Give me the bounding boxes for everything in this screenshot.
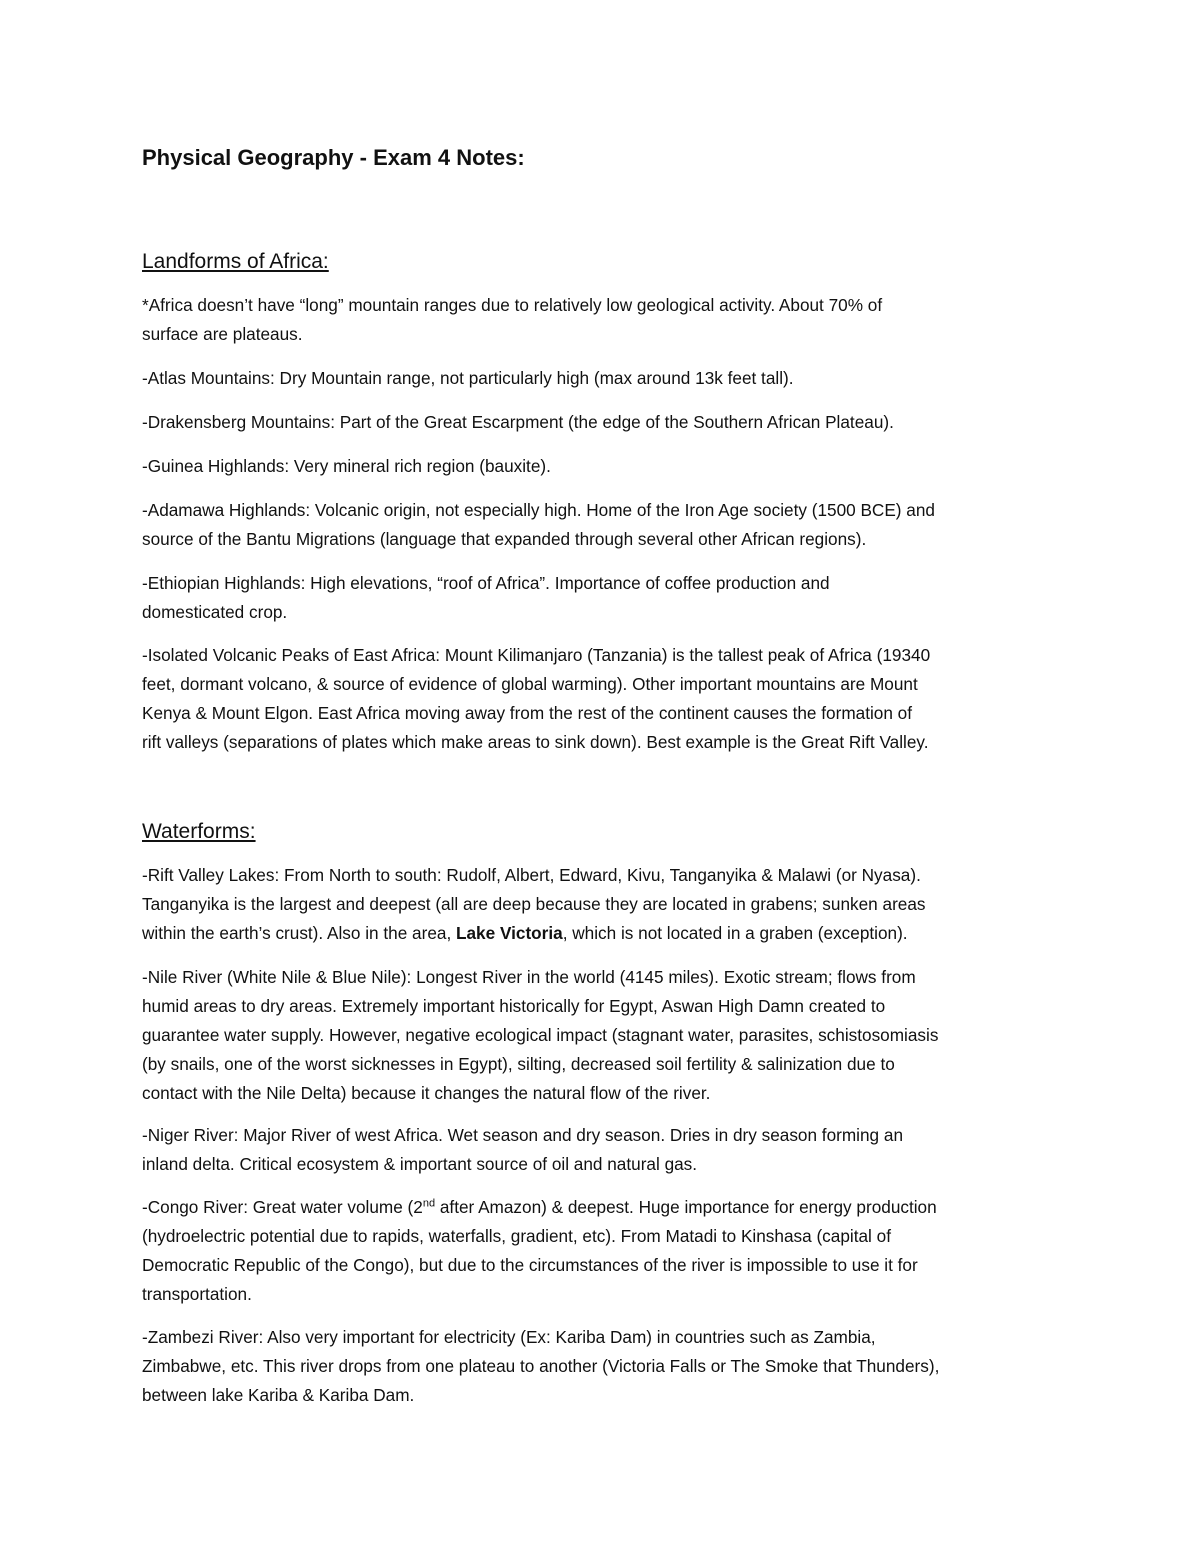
- text-line: surface are plateaus.: [142, 324, 303, 344]
- text-line: (by snails, one of the worst sicknesses in Egypt), silting, decreased soil fertility & salinization due to: [142, 1054, 895, 1074]
- text-run: within the earth’s crust). Also in the area,: [142, 923, 456, 943]
- paragraph-niger-river: [142, 1121, 1057, 1179]
- text-line: inland delta. Critical ecosystem & important source of oil and natural gas.: [142, 1154, 698, 1174]
- section-heading-waterforms: Waterforms:: [142, 820, 256, 843]
- text-run: after Amazon) & deepest. Huge importance for energy production: [435, 1197, 937, 1217]
- text-run: -Congo River: Great water volume (2: [142, 1197, 423, 1217]
- paragraph-guinea-highlands: [142, 452, 1057, 481]
- text-line: -Niger River: Major River of west Africa. Wet season and dry season. Dries in dry season forming an: [142, 1125, 904, 1145]
- text-line: (hydroelectric potential due to rapids, waterfalls, gradient, etc). From Matadi to Kinshasa (capital of: [142, 1226, 891, 1246]
- paragraph-atlas-mountains: [142, 364, 1057, 393]
- paragraph-congo-river: [142, 1193, 1057, 1309]
- text-line: -Nile River (White Nile & Blue Nile): Longest River in the world (4145 miles). Exotic stream; flows from: [142, 967, 916, 987]
- text-line: humid areas to dry areas. Extremely important historically for Egypt, Aswan High Damn created to: [142, 996, 886, 1016]
- text-line: contact with the Nile Delta) because it changes the natural flow of the river.: [142, 1083, 711, 1103]
- text-line: -Atlas Mountains: Dry Mountain range, not particularly high (max around 13k feet tall).: [142, 368, 794, 388]
- superscript: nd: [422, 1197, 436, 1210]
- text-run: , which is not located in a graben (exception).: [562, 923, 908, 943]
- paragraph-drakensberg-mountains: [142, 408, 1057, 437]
- text-line: -Rift Valley Lakes: From North to south: Rudolf, Albert, Edward, Kivu, Tanganyika & Malawi (or Nyasa).: [142, 865, 921, 885]
- text-line: guarantee water supply. However, negative ecological impact (stagnant water, parasites, schistosomiasis: [142, 1025, 939, 1045]
- text-line: [142, 919, 1057, 948]
- paragraph-africa-intro: [142, 291, 1057, 349]
- paragraph-rift-valley-lakes: [142, 861, 1057, 948]
- text-line: Kenya & Mount Elgon. East Africa moving away from the rest of the continent causes the formation of: [142, 703, 913, 723]
- paragraph-nile-river: [142, 963, 1057, 1108]
- text-line: *Africa doesn’t have “long” mountain ranges due to relatively low geological activity. About 70% of: [142, 295, 883, 315]
- text-line: Democratic Republic of the Congo), but due to the circumstances of the river is impossible to use it for: [142, 1255, 918, 1275]
- text-line: -Adamawa Highlands: Volcanic origin, not especially high. Home of the Iron Age society (1500 BCE) and: [142, 500, 935, 520]
- text-line: [142, 1193, 1057, 1222]
- text-line: Zimbabwe, etc. This river drops from one plateau to another (Victoria Falls or The Smoke that Thunders),: [142, 1356, 940, 1376]
- document-title: Physical Geography - Exam 4 Notes:: [142, 145, 525, 170]
- text-line: rift valleys (separations of plates which make areas to sink down). Best example is the Great Rift Valley.: [142, 732, 929, 752]
- text-line: between lake Kariba & Kariba Dam.: [142, 1385, 415, 1405]
- text-line: -Zambezi River: Also very important for electricity (Ex: Kariba Dam) in countries such as Zambia,: [142, 1327, 876, 1347]
- text-line: transportation.: [142, 1284, 252, 1304]
- text-line: source of the Bantu Migrations (language that expanded through several other African regions).: [142, 529, 867, 549]
- text-line: domesticated crop.: [142, 602, 288, 622]
- paragraph-ethiopian-highlands: [142, 569, 1057, 627]
- paragraph-adamawa-highlands: [142, 496, 1057, 554]
- paragraph-zambezi-river: [142, 1323, 1057, 1410]
- text-line: feet, dormant volcano, & source of evidence of global warming). Other important mountains are Mount: [142, 674, 918, 694]
- text-line: Tanganyika is the largest and deepest (all are deep because they are located in grabens; sunken areas: [142, 894, 926, 914]
- text-line: -Isolated Volcanic Peaks of East Africa: Mount Kilimanjaro (Tanzania) is the tallest peak of Africa (19340: [142, 645, 931, 665]
- text-line: -Guinea Highlands: Very mineral rich region (bauxite).: [142, 456, 551, 476]
- section-heading-landforms: Landforms of Africa:: [142, 250, 329, 273]
- text-line: -Ethiopian Highlands: High elevations, “roof of Africa”. Importance of coffee production and: [142, 573, 830, 593]
- bold-term: Lake Victoria: [456, 923, 563, 943]
- text-line: -Drakensberg Mountains: Part of the Great Escarpment (the edge of the Southern African Plateau).: [142, 412, 894, 432]
- paragraph-volcanic-peaks: [142, 641, 1057, 757]
